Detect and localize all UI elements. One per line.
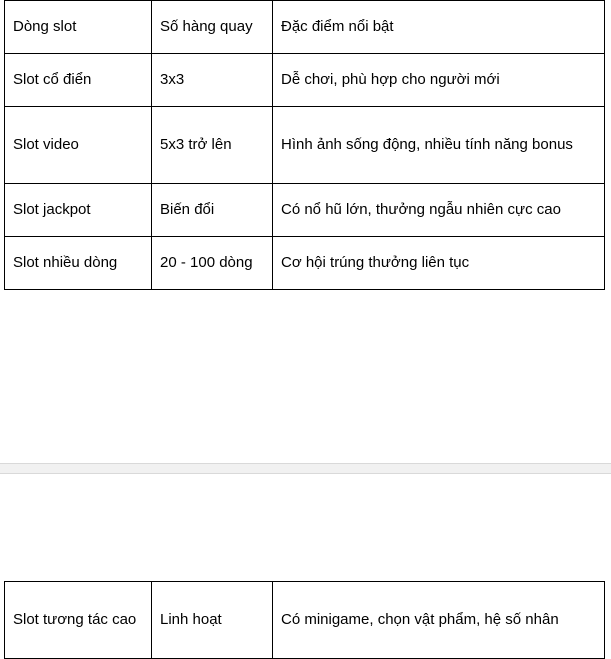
- header-cell-features: Đặc điểm nổi bật: [273, 1, 605, 54]
- cell-slot-line: Slot video: [5, 107, 152, 184]
- cell-slot-line: Slot nhiều dòng: [5, 237, 152, 290]
- table-header-row: [5, 1, 605, 54]
- cell-reels: 20 - 100 dòng: [152, 237, 273, 290]
- page-break-divider: [0, 463, 611, 474]
- table-row: [5, 184, 605, 237]
- cell-reels: Biến đổi: [152, 184, 273, 237]
- cell-features: Cơ hội trúng thưởng liên tục: [273, 237, 605, 290]
- document-page-2: [0, 474, 611, 658]
- cell-slot-line: Slot cổ điển: [5, 54, 152, 107]
- header-cell-reels: Số hàng quay: [152, 1, 273, 54]
- slot-types-table: [4, 0, 605, 290]
- cell-slot-line: Slot jackpot: [5, 184, 152, 237]
- table-row: [5, 582, 605, 659]
- table-row: [5, 237, 605, 290]
- cell-slot-line: Slot tương tác cao: [5, 582, 152, 659]
- cell-features: Có minigame, chọn vật phẩm, hệ số nhân: [273, 582, 605, 659]
- header-cell-slot-line: Dòng slot: [5, 1, 152, 54]
- cell-reels: 3x3: [152, 54, 273, 107]
- cell-features: Dễ chơi, phù hợp cho người mới: [273, 54, 605, 107]
- cell-features: Hình ảnh sống động, nhiều tính năng bonus: [273, 107, 605, 184]
- table-row: [5, 54, 605, 107]
- table-row: [5, 107, 605, 184]
- slot-types-table-continued: [4, 581, 605, 659]
- cell-features: Có nổ hũ lớn, thưởng ngẫu nhiên cực cao: [273, 184, 605, 237]
- cell-reels: Linh hoạt: [152, 582, 273, 659]
- cell-reels: 5x3 trở lên: [152, 107, 273, 184]
